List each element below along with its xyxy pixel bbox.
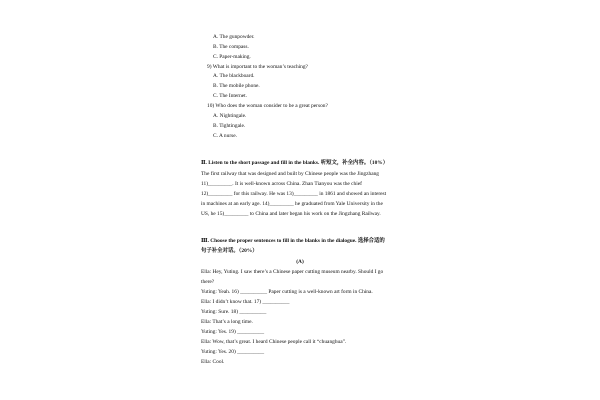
dialogue-line: Ella: Wow, that’s great. I heard Chinese people call it “chuanghua”.: [201, 339, 347, 345]
q8-option-c: C. Paper-making.: [213, 54, 251, 60]
part-label: (A): [296, 259, 304, 265]
dialogue-line: Ella: That’s a long time.: [201, 319, 253, 325]
dialogue-line: Ella: Cool.: [201, 359, 225, 365]
dialogue-line: Ella: I didn’t know that. 17) __________: [201, 299, 290, 305]
q10-question: 10) Who does the woman consider to be a great person?: [207, 103, 328, 109]
dialogue-line: Yuting: Sure. 18) __________: [201, 309, 267, 315]
q9-option-b: B. The mobile phone.: [213, 83, 260, 89]
section3-heading: Ⅲ. Choose the proper sentences to fill in the blanks in the dialogue. 选择合适的: [201, 238, 385, 244]
q9-option-c: C. The Internet.: [213, 93, 248, 99]
dialogue-line: Yuting: Yeah. 16) __________ Paper cutting is a well-known art form in China.: [201, 289, 373, 295]
section3-heading-cont: 句子补全对话。（20%）: [201, 248, 258, 254]
q8-option-b: B. The compass.: [213, 44, 249, 50]
dialogue-line: Yuting: Yes. 20) __________: [201, 349, 265, 355]
section2-heading: Ⅱ. Listen to the short passage and fill in the blanks. 听短文，补全内容。（10%）: [201, 160, 389, 166]
dialogue-line: Ella: Hey, Yuting. I saw there’s a Chinese paper cutting museum nearby. Should I go: [201, 269, 384, 275]
section2-line: 12)_________ for this railway. He was 13)_________ in 1861 and showed an interest: [201, 191, 387, 197]
section2-line: in machines at an early age. 14)_________ he graduated from Yale University in the: [201, 201, 383, 207]
dialogue-line: Yuting: Yes. 19) __________: [201, 329, 265, 335]
q8-option-a: A. The gunpowder.: [213, 34, 255, 40]
section2-line: US, he 15)_________ to China and later began his work on the Jingzhang Railway.: [201, 211, 381, 217]
q10-option-b: B. Tightingale.: [213, 123, 246, 129]
q10-option-c: C. A nurse.: [213, 133, 237, 139]
q10-option-a: A. Nightingale.: [213, 113, 247, 119]
q9-question: 9) What is important to the woman’s teaching?: [207, 64, 308, 70]
dialogue-line: there?: [201, 279, 215, 285]
q9-option-a: A. The blackboard.: [213, 73, 255, 79]
section2-line: 11)_________. It is well-known across China. Zhan Tianyou was the chief: [201, 181, 362, 187]
section2-line: The first railway that was designed and built by Chinese people was the Jingzhang: [201, 171, 379, 177]
